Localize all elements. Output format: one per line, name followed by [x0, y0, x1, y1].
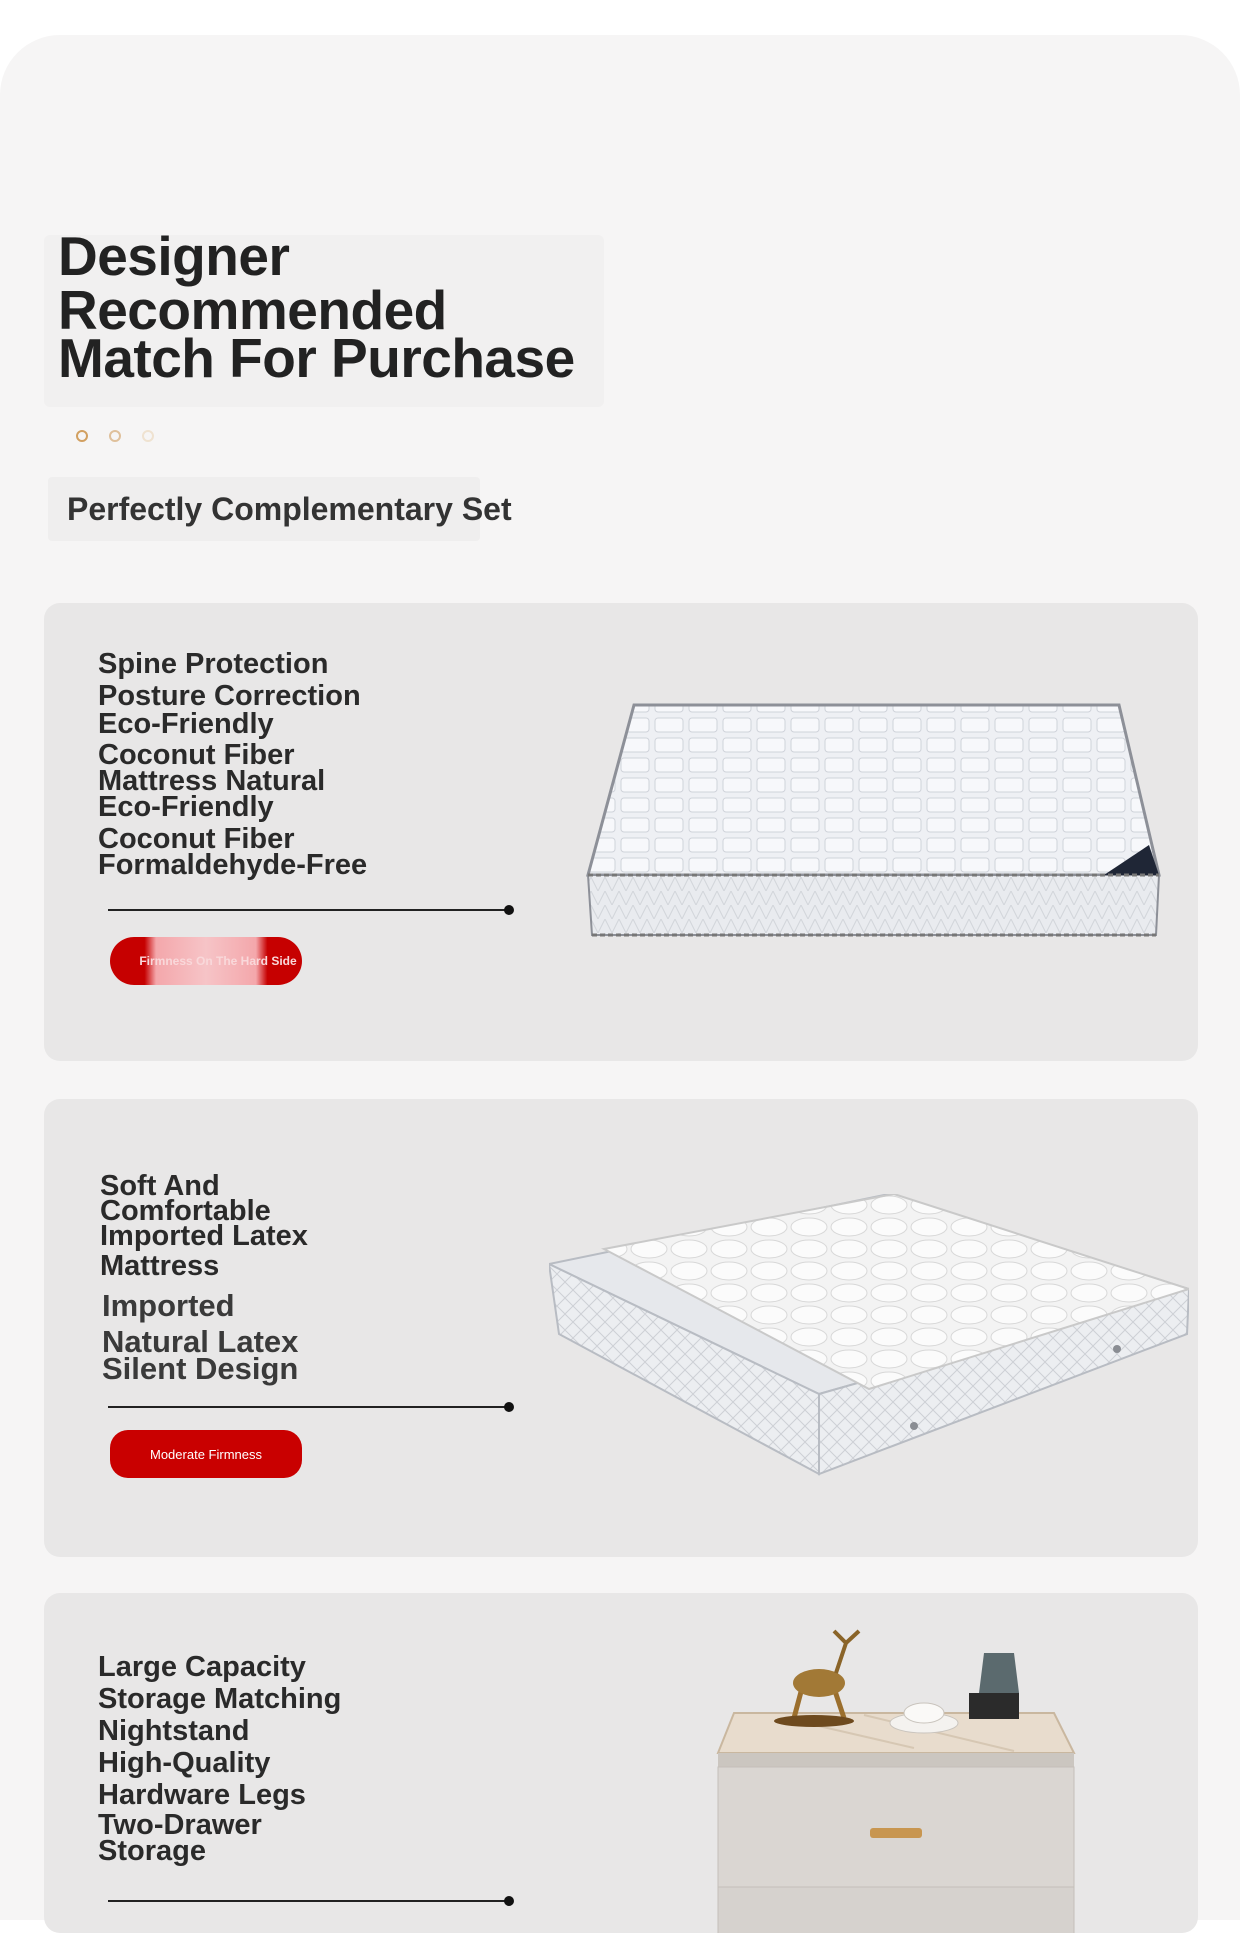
- feature-item: Storage: [98, 1835, 206, 1867]
- page-background: [0, 35, 1240, 1920]
- carousel-dots: [76, 430, 154, 442]
- divider-line: [108, 1406, 508, 1408]
- nightstand-image: [684, 1623, 1104, 1933]
- section-subtitle: Perfectly Complementary Set: [67, 491, 512, 527]
- feature-item: Hardware Legs: [98, 1779, 306, 1811]
- feature-item: Posture Correction: [98, 680, 361, 712]
- feature-item: High-Quality: [98, 1747, 271, 1779]
- feature-item: Mattress Natural: [98, 765, 326, 797]
- feature-item: Mattress: [100, 1250, 220, 1282]
- feature-item: Large Capacity: [98, 1651, 306, 1683]
- carousel-dot-1[interactable]: [76, 430, 88, 442]
- feature-item: Storage Matching: [98, 1683, 342, 1715]
- latex-mattress-image: [549, 1194, 1189, 1494]
- subtitle-block: [48, 477, 512, 541]
- title-block: [44, 225, 604, 407]
- product-card-mattress-spring[interactable]: [44, 603, 1198, 1061]
- feature-item: Soft And: [100, 1170, 220, 1202]
- feature-item: Imported: [102, 1288, 235, 1323]
- divider-line: [108, 1900, 508, 1902]
- spring-mattress-image: [584, 695, 1164, 955]
- feature-list: [98, 1651, 518, 1867]
- divider-line: [108, 909, 508, 911]
- carousel-dot-2[interactable]: [109, 430, 121, 442]
- title-line: Recommended: [58, 279, 447, 341]
- feature-item: Imported Latex: [100, 1220, 308, 1252]
- feature-item: Comfortable: [100, 1195, 271, 1227]
- title-line: Match For Purchase: [58, 327, 575, 389]
- carousel-dot-3[interactable]: [142, 430, 154, 442]
- feature-item: Coconut Fiber: [98, 823, 295, 855]
- feature-list: [98, 648, 518, 881]
- feature-item: Two-Drawer: [98, 1809, 262, 1841]
- feature-item: Natural Latex: [102, 1324, 299, 1359]
- feature-list: [100, 1170, 520, 1386]
- feature-item: Nightstand: [98, 1715, 250, 1747]
- firmness-badge[interactable]: Firmness On The Hard Side: [110, 937, 302, 985]
- feature-item: Eco-Friendly: [98, 791, 274, 823]
- feature-item: Silent Design: [102, 1351, 299, 1386]
- feature-item: Spine Protection: [98, 648, 329, 680]
- firmness-badge[interactable]: Moderate Firmness: [110, 1430, 302, 1478]
- page-title: [58, 225, 618, 389]
- product-card-latex-mattress[interactable]: [44, 1099, 1198, 1557]
- feature-item: Coconut Fiber: [98, 739, 295, 771]
- feature-item: Formaldehyde-Free: [98, 849, 368, 881]
- product-card-nightstand[interactable]: [44, 1593, 1198, 1933]
- title-line: Designer: [58, 225, 290, 287]
- feature-item: Eco-Friendly: [98, 708, 274, 740]
